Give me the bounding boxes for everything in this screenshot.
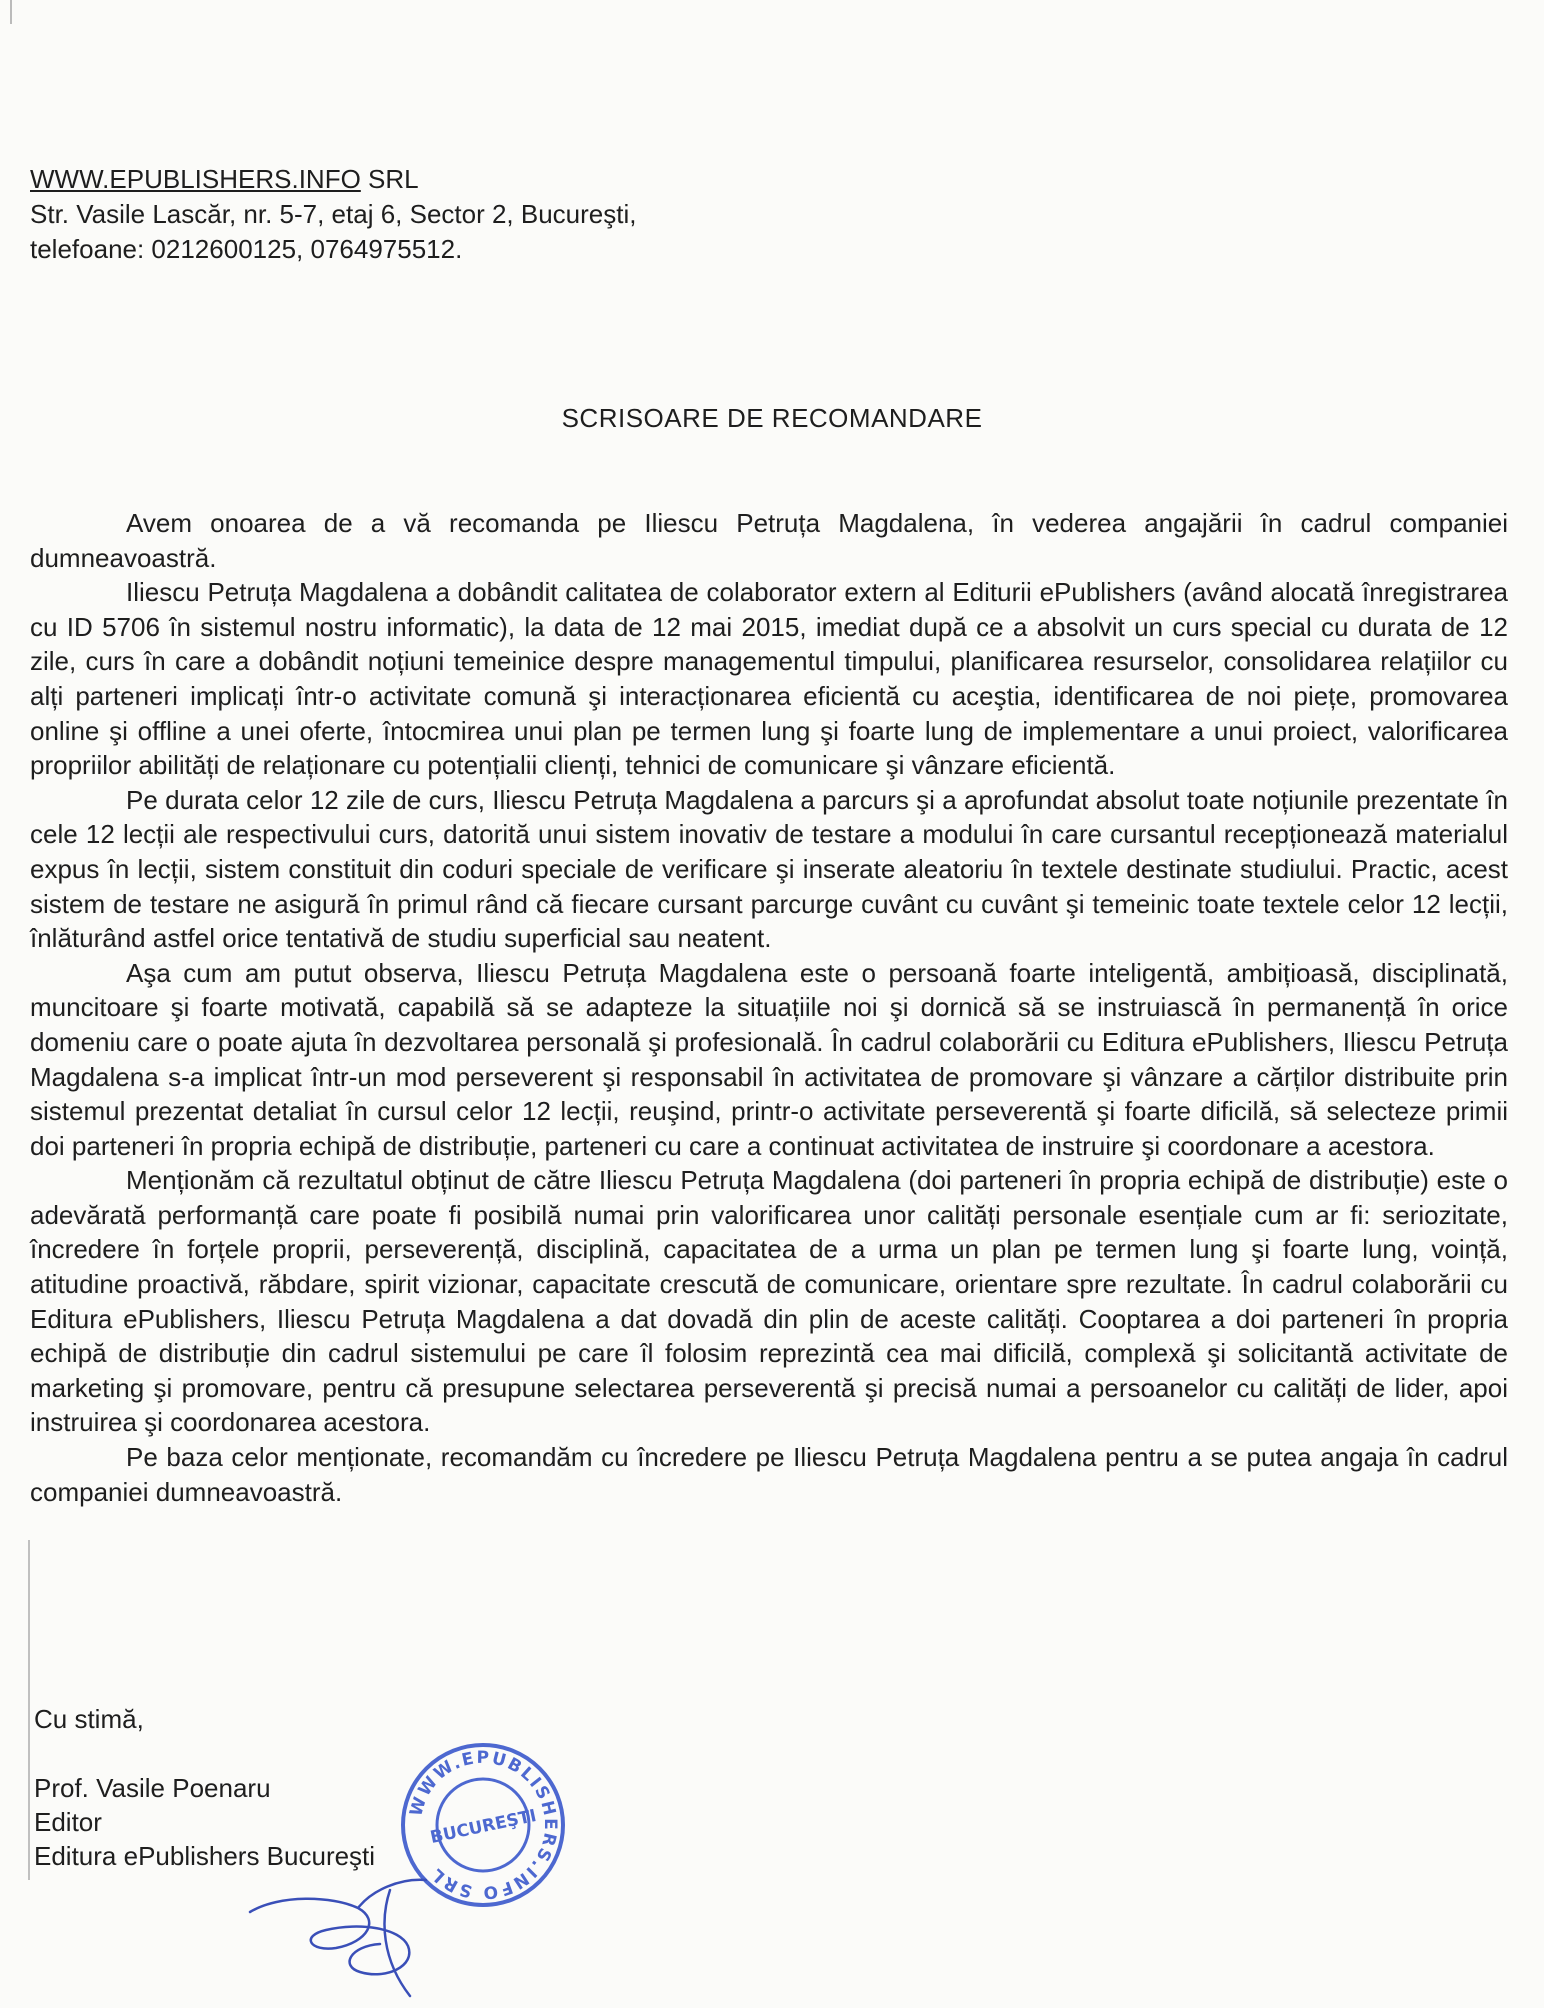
company-suffix: SRL bbox=[360, 164, 419, 194]
stamp-ring-text: WWW.EPUBLISHERS.INFO SRL bbox=[406, 1747, 561, 1903]
margin-line bbox=[28, 1540, 30, 1880]
website-link[interactable]: WWW.EPUBLISHERS.INFO bbox=[30, 164, 361, 194]
paragraph-5: Menționăm că rezultatul obținut de către Iliescu Petruța Magdalena (doi parteneri în propria echipă de distribuție) este o adevărată performanță care poate fi posibilă numai prin valorificarea unor calități personale esențiale cum ar fi: seriozitate, încredere în forțele proprii, perseverență, disciplină, capacitatea de a urma un plan pe termen lung şi foarte lung, voință, atitudine proactivă, răbdare, spirit vizionar, capacitate crescută de comunicare, orientare spre rezultate. În cadrul colaborării cu Editura ePublishers, Iliescu Petruța Magdalena a dat dovadă din plin de aceste calități. Cooptarea a doi parteneri în propria echipă de distribuție din cadrul sistemului pe care îl folosim reprezintă cea mai dificilă, complexă şi solicitantă activitate de marketing şi promovare, pentru că presupune selectarea perseverentă şi precisă numai a persoanelor cu calități de lider, apoi instruirea şi coordonarea acestora. bbox=[30, 1165, 1508, 1438]
paragraph-1: Avem onoarea de a vă recomanda pe Iliescu Petruța Magdalena, în vederea angajării în cadrul companiei dumneavoastră. bbox=[30, 508, 1508, 573]
letterhead bbox=[30, 162, 636, 267]
paragraph-6: Pe baza celor menționate, recomandăm cu încredere pe Iliescu Petruța Magdalena pentru a se putea angaja în cadrul companiei dumneavoastră. bbox=[30, 1442, 1508, 1507]
handwritten-signature bbox=[240, 1850, 500, 2000]
company-line bbox=[30, 162, 636, 197]
paragraph-2: Iliescu Petruța Magdalena a dobândit calitatea de colaborator extern al Editurii ePublishers (având alocată înregistrarea cu ID 5706 în sistemul nostru informatic), la data de 12 mai 2015, imediat după ce a absolvit un curs special cu durata de 12 zile, curs în care a dobândit noțiuni temeinice despre managementul timpului, planificarea resurselor, consolidarea relațiilor cu alți parteneri implicați într-o activitate comună şi interacționarea eficientă cu aceştia, identificarea de noi piețe, promovarea online şi offline a unei oferte, întocmirea unui plan pe termen lung şi foarte lung de implementare a unui proiect, valorificarea propriilor abilități de relaționare cu potențialii clienți, tehnici de comunicare şi vânzare eficientă. bbox=[30, 577, 1508, 781]
letter-body bbox=[30, 506, 1508, 1509]
signatory-organization: Editura ePublishers Bucureşti bbox=[34, 1841, 376, 1871]
company-address: Str. Vasile Lascăr, nr. 5-7, etaj 6, Sector 2, Bucureşti, bbox=[30, 199, 637, 229]
company-phones: telefoane: 0212600125, 0764975512. bbox=[30, 234, 463, 264]
scan-mark bbox=[10, 0, 12, 24]
letter-title: SCRISOARE DE RECOMANDARE bbox=[561, 403, 983, 433]
closing: Cu stimă, bbox=[34, 1704, 144, 1734]
stamp-center-text: BUCUREŞTI bbox=[428, 1805, 539, 1848]
paragraph-4: Aşa cum am putut observa, Iliescu Petruța Magdalena este o persoană foarte inteligentă, ambițioasă, disciplinată, muncitoare şi foarte motivată, capabilă să se adapteze la situațiile noi şi dornică să se instruiască în permanență în orice domeniu care o poate ajuta în dezvoltarea personală şi profesională. În cadrul colaborării cu Editura ePublishers, Iliescu Petruța Magdalena s-a implicat într-un mod perseverent şi responsabil în activitatea de promovare şi vânzare a cărților distribuite prin sistemul prezentat detaliat în cursul celor 12 lecții, reuşind, printr-o activitate perseverentă şi foarte dificilă, să selecteze primii doi parteneri în propria echipă de distribuție, parteneri cu care a continuat activitatea de instruire şi coordonare a acestora. bbox=[30, 957, 1508, 1161]
signatory-role: Editor bbox=[34, 1807, 102, 1837]
paragraph-3: Pe durata celor 12 zile de curs, Iliescu Petruța Magdalena a parcurs şi a aprofundat absolut toate noțiunile prezentate în cele 12 lecții ale respectivului curs, datorită unui sistem inovativ de testare a modului în care cursantul recepționează materialul expus în lecții, sistem constituit din coduri speciale de verificare şi inserate aleatoriu în textele destinate studiului. Practic, acest sistem de testare ne asigură în primul rând că fiecare cursant parcurge cuvânt cu cuvânt şi temeinic toate textele celor 12 lecții, înlăturând astfel orice tentativă de studiu superficial sau neatent. bbox=[30, 784, 1508, 954]
signatory-name: Prof. Vasile Poenaru bbox=[34, 1773, 271, 1803]
